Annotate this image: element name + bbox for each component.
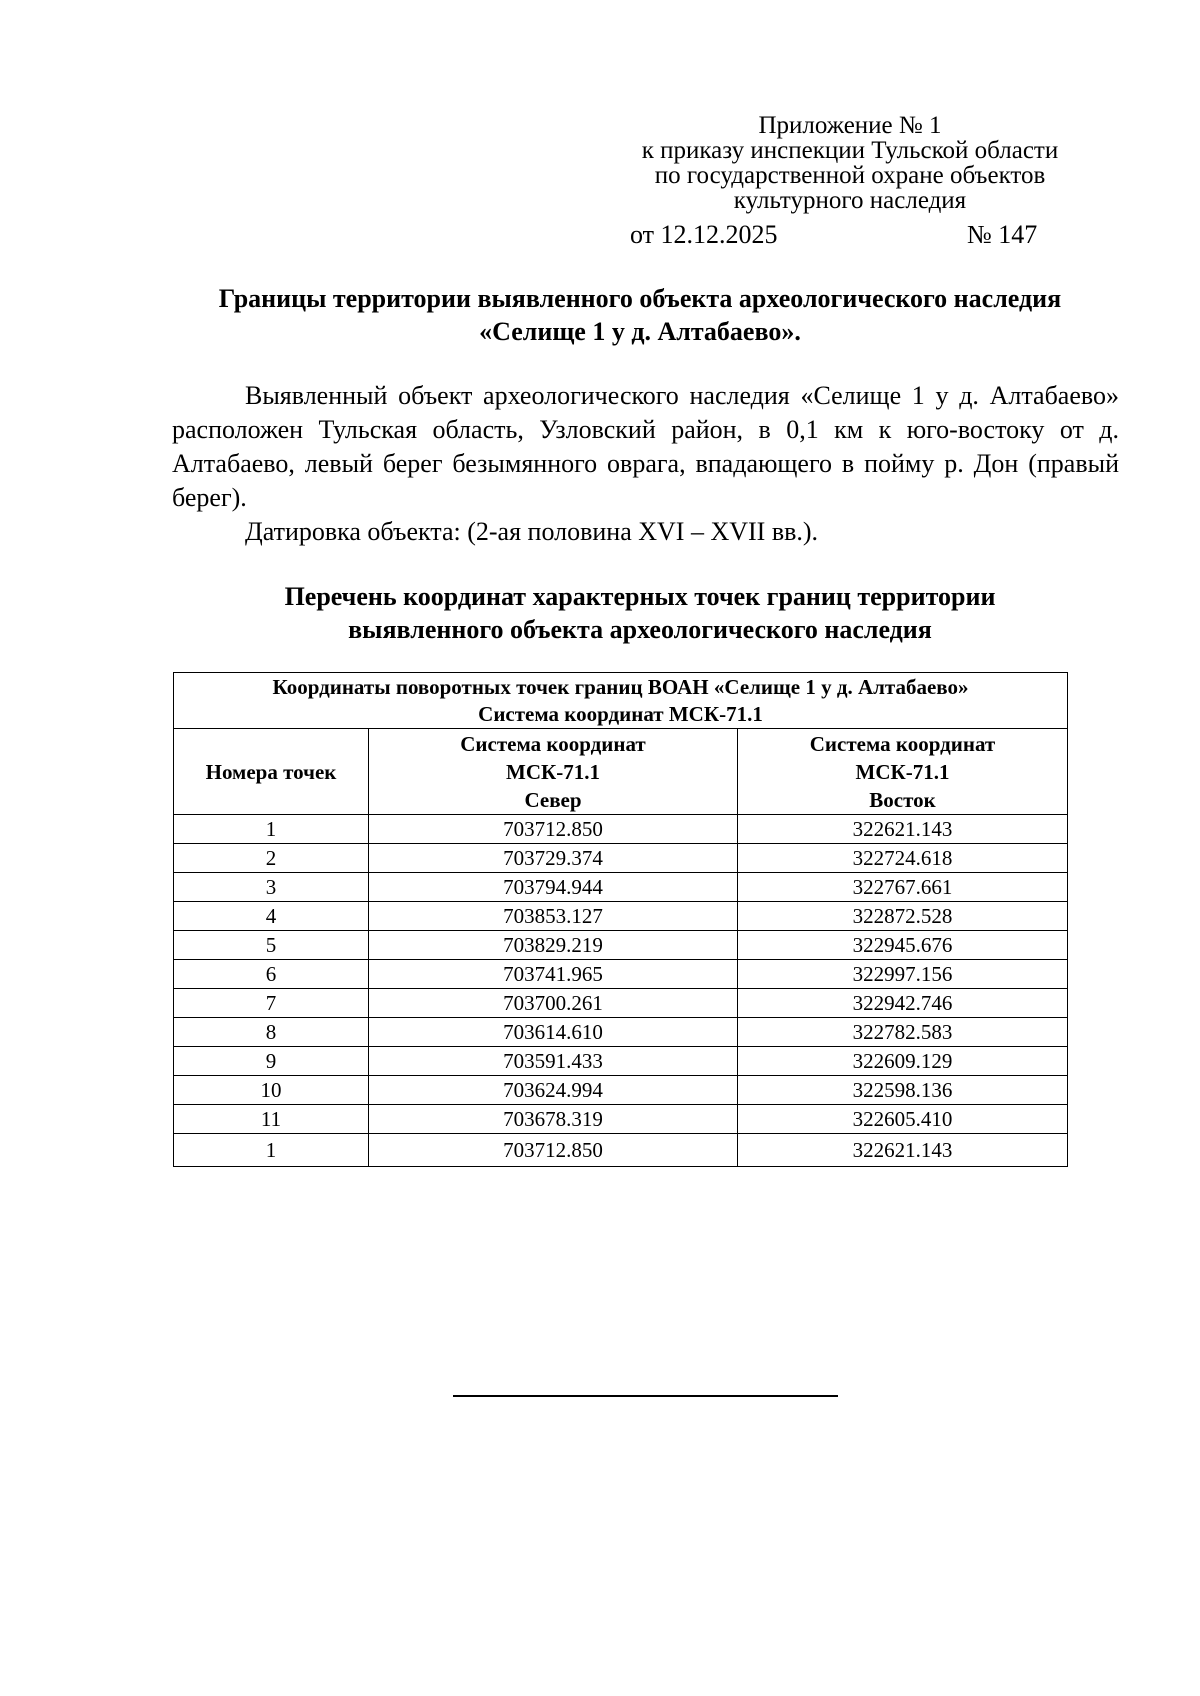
point-number: 1 [174, 815, 369, 844]
point-number: 6 [174, 960, 369, 989]
table-header-row [174, 729, 1068, 815]
north-value: 703853.127 [369, 902, 738, 931]
table-title-line: выявленного объекта археологического наследия [348, 615, 932, 644]
north-value: 703624.994 [369, 1076, 738, 1105]
header-line: МСК-71.1 [506, 759, 600, 784]
object-dating: Датировка объекта: (2-ая половина XVI – XVII вв.). [245, 517, 819, 546]
appendix-line: культурного наследия [733, 187, 967, 214]
east-value: 322605.410 [738, 1105, 1068, 1134]
east-value: 322609.129 [738, 1047, 1068, 1076]
east-value: 322621.143 [738, 1134, 1068, 1167]
header-line: Система координат [460, 731, 646, 756]
table-title [150, 580, 1130, 646]
title-line: «Селище 1 у д. Алтабаево». [479, 317, 801, 346]
north-value: 703712.850 [369, 1134, 738, 1167]
object-description: Выявленный объект археологического наследия «Селище 1 у д. Алтабаево» расположен Тульская область, Узловский район, в 0,1 км к юго-востоку от д. Алтабаево, левый берег безымянного оврага, впадающего в пойму р. Дон (правый берег). [172, 381, 1119, 512]
point-number: 9 [174, 1047, 369, 1076]
north-value: 703678.319 [369, 1105, 738, 1134]
table-row [174, 1047, 1068, 1076]
table-row [174, 1076, 1068, 1105]
north-value: 703829.219 [369, 931, 738, 960]
point-number: 2 [174, 844, 369, 873]
order-number: № 147 [967, 220, 1038, 249]
table-row [174, 931, 1068, 960]
east-value: 322945.676 [738, 931, 1068, 960]
east-value: 322767.661 [738, 873, 1068, 902]
title-line: Границы территории выявленного объекта археологического наследия [218, 284, 1062, 313]
north-value: 703729.374 [369, 844, 738, 873]
point-number: 3 [174, 873, 369, 902]
north-value: 703614.610 [369, 1018, 738, 1047]
appendix-line: по государственной охране объектов [654, 162, 1046, 189]
north-value: 703700.261 [369, 989, 738, 1018]
document-title [150, 282, 1130, 348]
coordinates-table [173, 672, 1068, 1167]
north-value: 703794.944 [369, 873, 738, 902]
table-row [174, 1018, 1068, 1047]
header-line: Восток [869, 787, 936, 812]
north-value: 703712.850 [369, 815, 738, 844]
caption-line: Координаты поворотных точек границ ВОАН «Селище 1 у д. Алтабаево» [272, 674, 969, 699]
appendix-line: Приложение № 1 [758, 112, 942, 139]
appendix-line: к приказу инспекции Тульской области [641, 137, 1059, 164]
header-line: Система координат [809, 731, 996, 756]
north-value: 703741.965 [369, 960, 738, 989]
point-number: 4 [174, 902, 369, 931]
point-number: 7 [174, 989, 369, 1018]
table-caption-row [174, 673, 1068, 729]
east-value: 322997.156 [738, 960, 1068, 989]
header-north [369, 729, 738, 815]
table-caption [174, 673, 1068, 729]
east-value: 322621.143 [738, 815, 1068, 844]
east-value: 322942.746 [738, 989, 1068, 1018]
point-number: 8 [174, 1018, 369, 1047]
header-line: МСК-71.1 [855, 759, 950, 784]
table-row [174, 960, 1068, 989]
table-row [174, 1105, 1068, 1134]
order-date: от 12.12.2025 [630, 220, 778, 249]
appendix-header [600, 113, 1100, 213]
table-row [174, 844, 1068, 873]
header-east [738, 729, 1068, 815]
east-value: 322724.618 [738, 844, 1068, 873]
point-number: 5 [174, 931, 369, 960]
table-title-line: Перечень координат характерных точек границ территории [284, 582, 996, 611]
east-value: 322782.583 [738, 1018, 1068, 1047]
table-row [174, 815, 1068, 844]
point-number: 1 [174, 1134, 369, 1167]
header-line: Север [524, 787, 582, 812]
table-row [174, 873, 1068, 902]
point-number: 11 [174, 1105, 369, 1134]
signature-line [453, 1395, 838, 1397]
table-row [174, 902, 1068, 931]
caption-line: Система координат МСК-71.1 [478, 701, 763, 726]
north-value: 703591.433 [369, 1047, 738, 1076]
table-row [174, 989, 1068, 1018]
point-number: 10 [174, 1076, 369, 1105]
east-value: 322872.528 [738, 902, 1068, 931]
table-row [174, 1134, 1068, 1167]
header-points: Номера точек [174, 729, 369, 815]
east-value: 322598.136 [738, 1076, 1068, 1105]
